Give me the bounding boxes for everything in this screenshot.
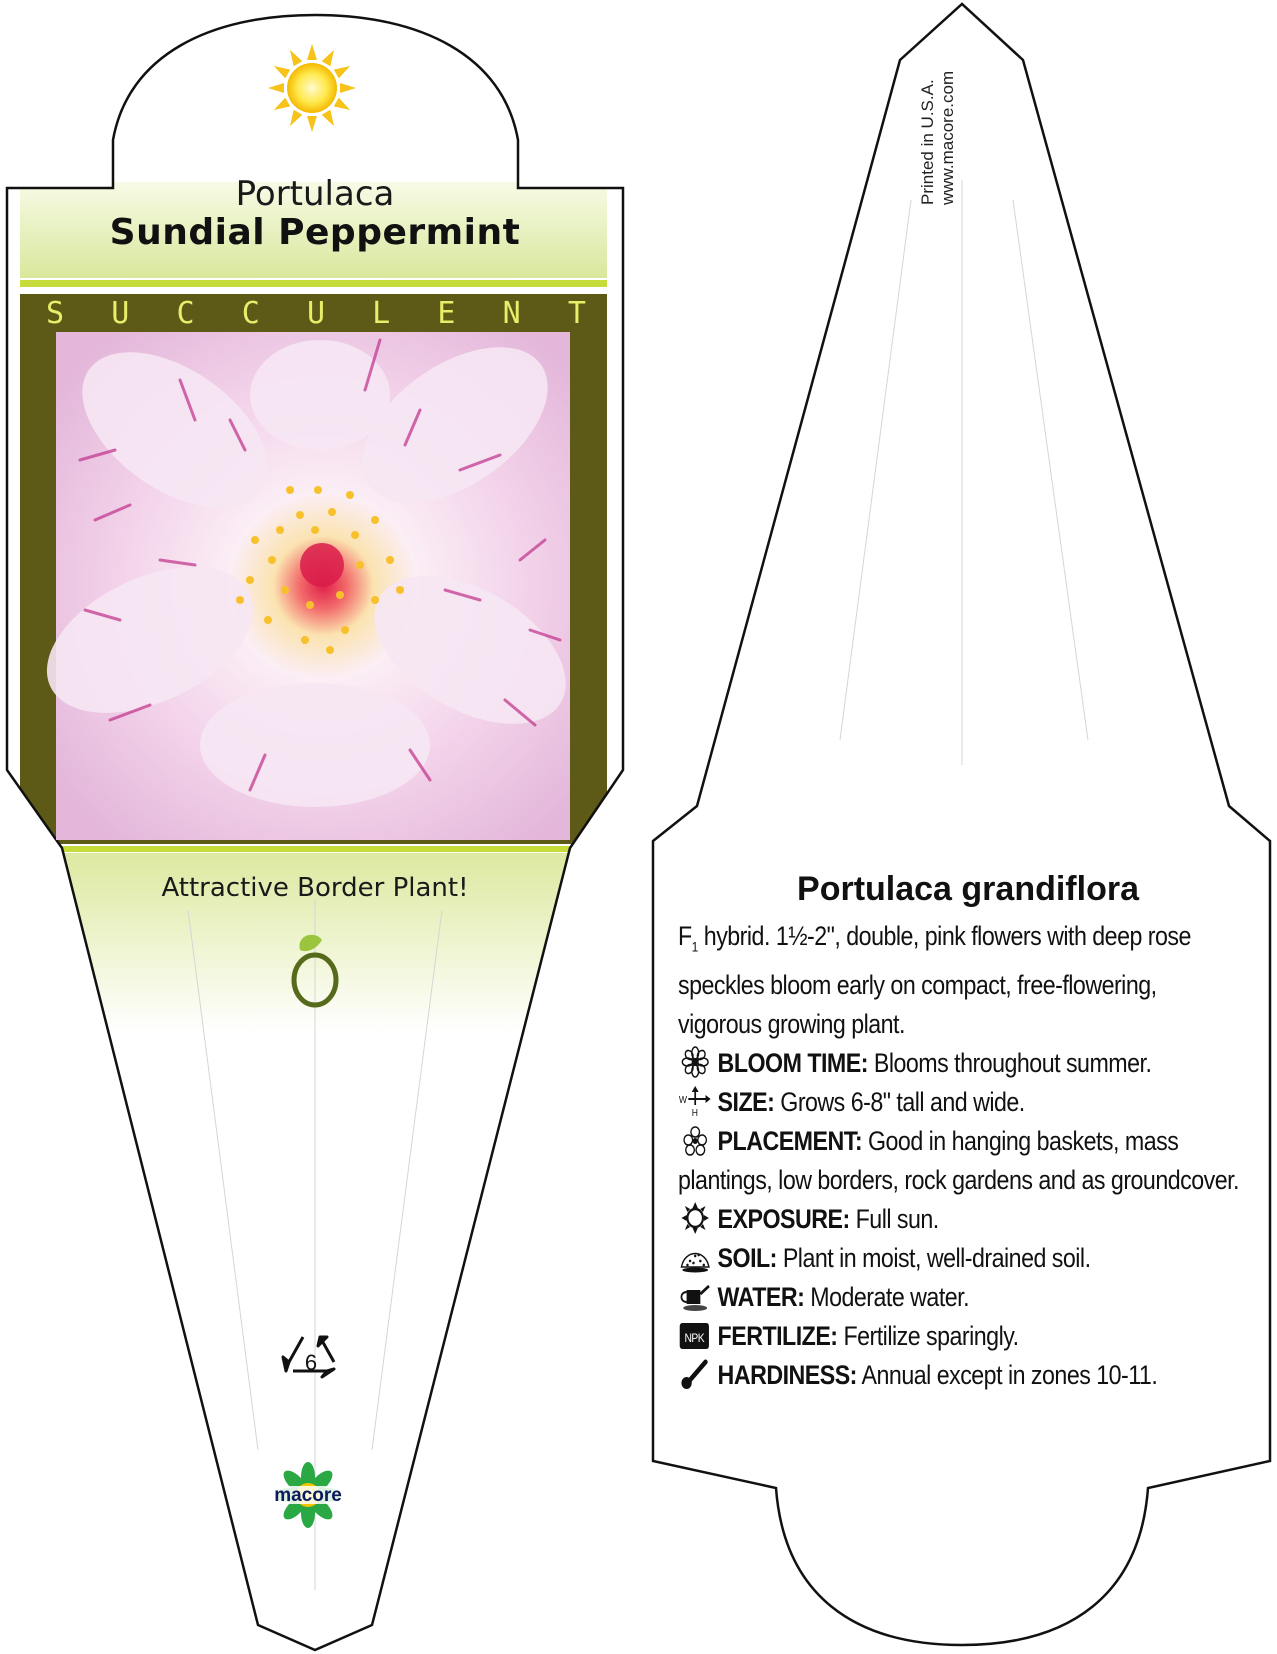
category-letter: S bbox=[46, 296, 65, 331]
sun-outline-icon bbox=[678, 1202, 712, 1234]
thermometer-icon bbox=[678, 1358, 712, 1390]
plant-category bbox=[46, 296, 586, 331]
website-label: www.macore.com bbox=[938, 70, 957, 205]
category-letter: T bbox=[567, 296, 586, 331]
category-letter: U bbox=[306, 296, 325, 331]
soil-icon bbox=[678, 1241, 712, 1273]
tagline: Attractive Border Plant! bbox=[161, 873, 469, 903]
attr-fertilize: NPK FERTILIZE: Fertilize sparingly. bbox=[678, 1317, 1246, 1356]
placement-icon bbox=[678, 1124, 712, 1156]
back-tag bbox=[653, 4, 1270, 1645]
svg-text:H: H bbox=[691, 1107, 698, 1118]
description: $F_1$ hybrid. 1½-2", double, pink flowers with deep rose speckles bloom early on compact, free-flowering, vigorous growing plant. bbox=[678, 921, 1191, 1040]
attr-water: WATER: Moderate water. bbox=[678, 1278, 1246, 1317]
attr-placement: PLACEMENT: Good in hanging baskets, mass plantings, low borders, rock gardens and as groundcover. bbox=[678, 1126, 1239, 1196]
flower-icon bbox=[678, 1046, 712, 1078]
attr-soil: SOIL: Plant in moist, well-drained soil. bbox=[678, 1239, 1246, 1278]
attr-hardiness: HARDINESS: Annual except in zones 10-11. bbox=[678, 1356, 1246, 1395]
watering-can-icon bbox=[678, 1280, 712, 1312]
category-letter: C bbox=[176, 296, 195, 331]
botanical-name: Portulaca grandiflora bbox=[797, 870, 1139, 908]
size-icon bbox=[678, 1085, 712, 1117]
plant-variety: Sundial Peppermint bbox=[109, 212, 521, 253]
attr-exposure: EXPOSURE: Full sun. bbox=[678, 1200, 1246, 1239]
attr-bloom-time: BLOOM TIME: Blooms throughout summer. bbox=[678, 1044, 1246, 1083]
category-letter: C bbox=[241, 296, 260, 331]
flower-photo bbox=[24, 316, 591, 840]
category-letter: U bbox=[111, 296, 130, 331]
svg-text:W: W bbox=[678, 1094, 687, 1106]
plant-genus: Portulaca bbox=[235, 174, 395, 214]
category-letter: E bbox=[437, 296, 456, 331]
print-info bbox=[918, 55, 958, 225]
recycle-code: 6 bbox=[304, 1350, 318, 1375]
care-info bbox=[678, 870, 1258, 1395]
brand-name: macore bbox=[274, 1485, 342, 1506]
category-letter: L bbox=[372, 296, 391, 331]
printed-in-label: Printed in U.S.A. bbox=[918, 79, 937, 205]
description-block bbox=[678, 917, 1246, 1395]
category-letter: N bbox=[502, 296, 521, 331]
svg-text:NPK: NPK bbox=[684, 1332, 705, 1346]
attr-size: W H SIZE: Grows 6-8" tall and wide. bbox=[678, 1087, 1025, 1118]
npk-icon bbox=[678, 1319, 712, 1351]
